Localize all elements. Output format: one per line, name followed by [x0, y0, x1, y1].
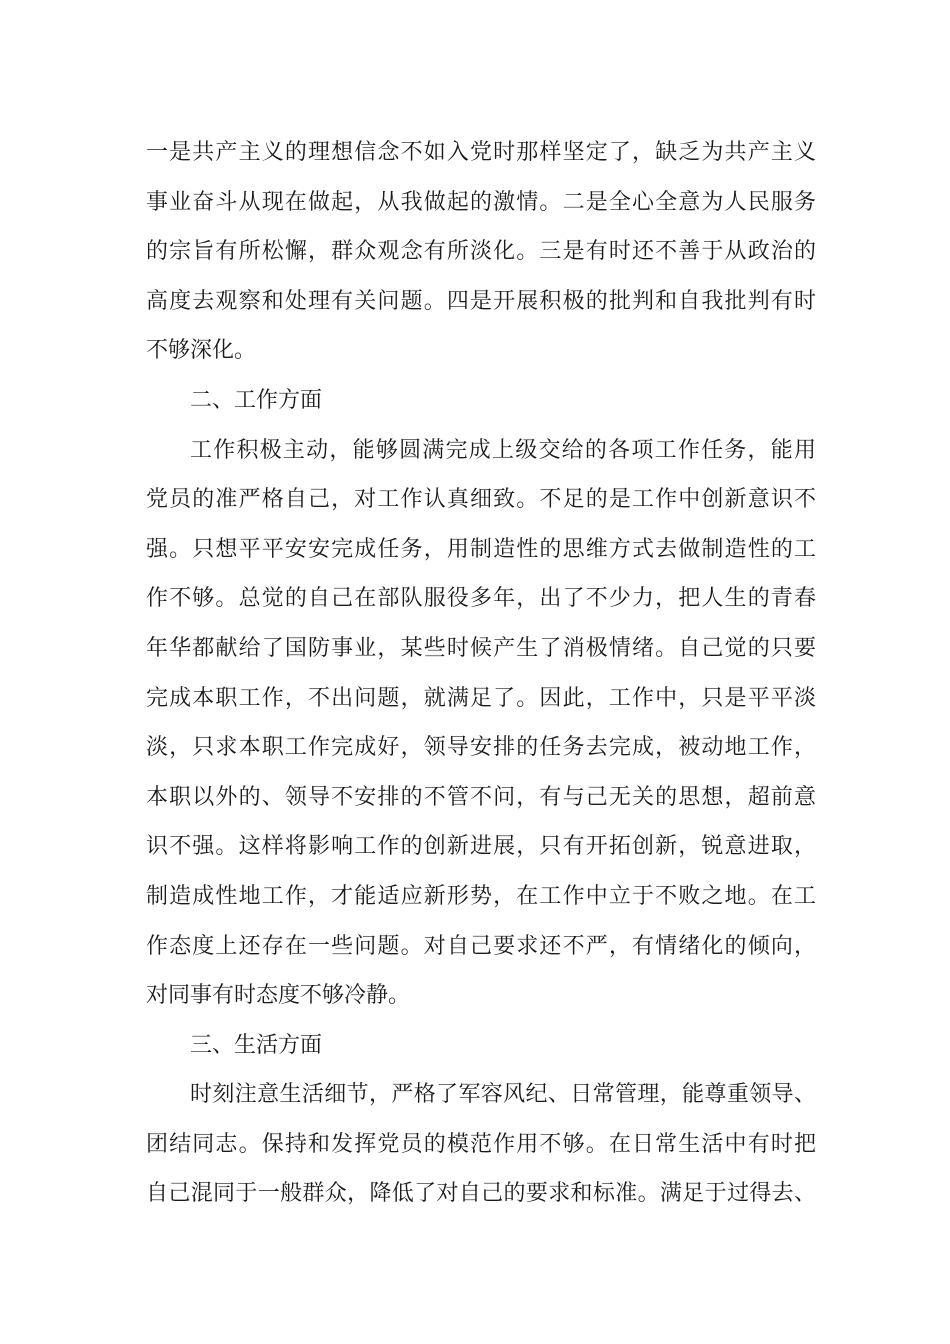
- text-line: 不够深化。: [146, 338, 257, 364]
- text-line: 一是共产主义的理想信念不如入党时那样坚定了，缺乏为共产主义: [146, 140, 816, 165]
- section-heading-work: 二、工作方面: [190, 387, 323, 413]
- paragraph-work: [146, 426, 816, 1021]
- text-line: 对同事有时态度不够冷静。: [146, 983, 411, 1009]
- paragraph-ideology: [146, 128, 816, 376]
- text-line: 党员的准严格自己，对工作认真细致。不足的是工作中创新意识不: [146, 487, 816, 513]
- text-line: 高度去观察和处理有关问题。四是开展积极的批判和自我批判有时: [146, 288, 816, 314]
- section-heading-life: 三、生活方面: [190, 1032, 323, 1058]
- text-line: 事业奋斗从现在做起，从我做起的激情。二是全心全意为人民服务: [146, 189, 816, 215]
- text-line: 淡，只求本职工作完成好，领导安排的任务去完成，被动地工作，: [146, 735, 816, 761]
- text-line: 自己混同于一般群众，降低了对自己的要求和标准。满足于过得去、: [146, 1181, 816, 1207]
- text-line: 工作积极主动，能够圆满完成上级交给的各项工作任务，能用: [190, 437, 816, 463]
- text-line: 本职以外的、领导不安排的不管不问，有与己无关的思想，超前意: [146, 784, 816, 810]
- text-line: 作不够。总觉的自己在部队服役多年，出了不少力，把人生的青春: [146, 586, 816, 612]
- text-line: 年华都献给了国防事业，某些时候产生了消极情绪。自己觉的只要: [146, 635, 816, 661]
- text-line: 团结同志。保持和发挥党员的模范作用不够。在日常生活中有时把: [146, 1131, 816, 1157]
- text-line: 的宗旨有所松懈，群众观念有所淡化。三是有时还不善于从政治的: [146, 239, 816, 265]
- document-body: [146, 128, 816, 1219]
- text-line: 强。只想平平安安完成任务，用制造性的思维方式去做制造性的工: [146, 536, 816, 562]
- text-line: 作态度上还存在一些问题。对自己要求还不严，有情绪化的倾向，: [146, 933, 816, 959]
- paragraph-life: [146, 1070, 816, 1219]
- text-line: 完成本职工作，不出问题，就满足了。因此，工作中，只是平平淡: [146, 685, 816, 711]
- text-line: 时刻注意生活细节，严格了军容风纪、日常管理，能尊重领导、: [190, 1082, 816, 1108]
- text-line: 识不强。这样将影响工作的创新进展，只有开拓创新，锐意进取，: [146, 834, 816, 860]
- text-line: 制造成性地工作，才能适应新形势，在工作中立于不败之地。在工: [146, 883, 816, 909]
